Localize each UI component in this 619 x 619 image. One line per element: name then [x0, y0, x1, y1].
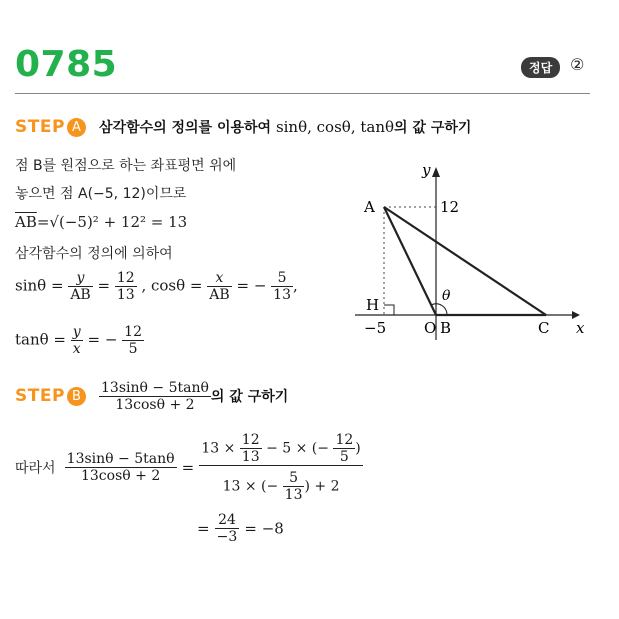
point-a-label: A	[364, 198, 375, 216]
minus-five-label: −5	[364, 319, 387, 337]
num-b: − 5 × (−	[266, 440, 329, 457]
calc-lhs-d: 13cosθ + 2	[65, 467, 177, 484]
step-a-title-math: sinθ, cosθ, tanθ	[275, 118, 395, 136]
y-label: y	[422, 161, 431, 179]
num-a: 13 ×	[201, 440, 236, 457]
tan-line: tanθ = $\frac{y}{x}$ = − $\frac{12}{5}$	[15, 324, 142, 357]
triangle-figure	[350, 155, 590, 345]
line-1: 점 B를 원점으로 하는 좌표평면 위에	[15, 158, 237, 174]
answer-badge: 정답	[521, 57, 560, 78]
sin-cos-line: sinθ = $\frac{y}{AB}$ = $\frac{12}{13}$ , cosθ = $\frac{x}{AB}$ = − $\frac{5}{13}$ ,	[15, 270, 298, 303]
step-a-label: STEP	[15, 117, 65, 137]
num-c: )	[355, 440, 361, 457]
right-angle-mark	[384, 305, 394, 315]
cos-d1: AB	[209, 287, 230, 303]
sin-n2: 12	[116, 270, 135, 286]
sin-n1: y	[76, 270, 85, 286]
header-divider	[15, 93, 590, 94]
cos-n2: 5	[277, 270, 287, 286]
ab-label: $\overline{AB}$	[15, 213, 37, 231]
step-a-header	[15, 117, 471, 137]
cos-lhs: , cosθ =	[141, 276, 203, 295]
x-label: x	[576, 319, 585, 337]
problem-number: 0785	[15, 44, 118, 85]
num-f1n: 12	[241, 432, 260, 448]
line-4: 삼각함수의 정의에 의하여	[15, 246, 173, 262]
twelve-label: 12	[440, 198, 460, 216]
answer-value: ②	[570, 55, 585, 74]
calc-line: 따라서 $\frac{13\sin\theta - 5\tan\theta}{13\cos\theta + 2}$ = 13 × $\frac{12}{13}$ − 5 × (− $\frac{12}{5}$ ) 13 × (− $\frac{5}{13}$ ) + 2	[15, 432, 361, 503]
step-a-title-post: 의 값 구하기	[394, 120, 472, 136]
num-f1d: 13	[241, 449, 260, 465]
cos-d2: 13	[273, 287, 291, 303]
calc-lhs-n: 13sinθ − 5tanθ	[66, 451, 175, 467]
point-c-label: C	[538, 319, 550, 337]
res-n: 24	[218, 512, 236, 528]
point-b-label: B	[440, 319, 452, 337]
res-d: −3	[216, 529, 238, 545]
ab-equation: =√(−5)² + 12² = 13	[36, 213, 188, 231]
tan-n1: y	[72, 324, 81, 340]
x-axis-arrow	[572, 311, 580, 319]
calc-big-denominator	[199, 465, 362, 503]
den-fn: 5	[289, 470, 299, 486]
line-2: 놓으면 점 A(−5, 12)이므로	[15, 186, 187, 202]
step-b-frac-n: 13sinθ − 5tanθ	[101, 380, 209, 396]
cos-n1: x	[215, 270, 224, 286]
step-a-letter: A	[67, 118, 86, 137]
tan-n2: 12	[124, 324, 142, 340]
num-f2d: 5	[333, 448, 355, 465]
step-b-title-post: 의 값 구하기	[210, 389, 289, 405]
step-b-label: STEP	[15, 386, 65, 406]
tan-d1: x	[71, 340, 83, 357]
num-f2n: 12	[335, 432, 354, 448]
sin-d2: 13	[116, 287, 135, 303]
res-final: = −8	[244, 519, 284, 538]
result-line: = $\frac{24}{-3}$ = −8	[197, 512, 284, 545]
tan-lhs: tanθ =	[15, 330, 66, 349]
point-h-label: H	[366, 296, 380, 314]
tan-d2: 5	[122, 340, 144, 357]
step-a-title-pre: 삼각함수의 정의를 이용하여	[99, 120, 276, 136]
calc-prefix: 따라서	[15, 460, 56, 477]
step-b-header	[15, 380, 288, 413]
theta-label: θ	[442, 288, 451, 304]
den-a: 13 × (−	[222, 478, 279, 495]
point-o-label: O	[424, 319, 437, 337]
segment-ac	[384, 207, 546, 315]
ab-length	[15, 213, 187, 231]
sin-lhs: sinθ =	[15, 276, 64, 295]
step-b-letter: B	[67, 387, 86, 406]
y-axis-arrow	[432, 167, 440, 177]
den-fd: 13	[284, 487, 303, 503]
den-b: ) + 2	[304, 478, 340, 495]
calc-big-numerator	[199, 432, 362, 465]
step-b-frac-d: 13cosθ + 2	[99, 396, 211, 413]
sin-d1: AB	[70, 287, 91, 303]
